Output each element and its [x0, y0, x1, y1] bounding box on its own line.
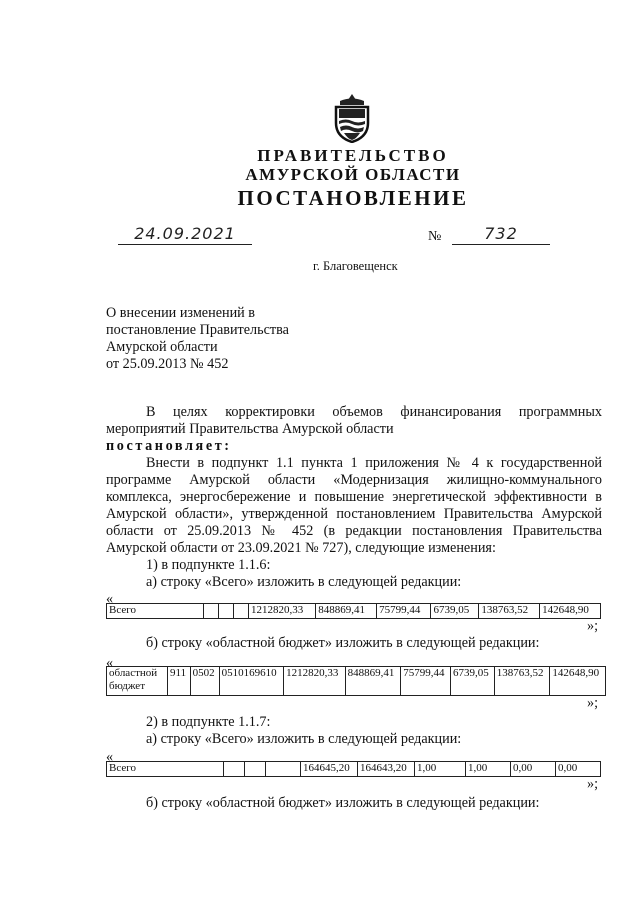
- table-total-116: [106, 603, 601, 619]
- subject-line: от 25.09.2013 № 452: [106, 356, 229, 372]
- item-2: 2) в подпункте 1.1.7:: [146, 714, 271, 730]
- table-cell: 848869,41: [345, 667, 401, 696]
- item-2b: б) строку «областной бюджет» изложить в следующей редакции:: [146, 795, 540, 811]
- table-cell: 1212820,33: [249, 604, 316, 619]
- table-cell: 75799,44: [401, 667, 451, 696]
- open-quote: «: [106, 591, 114, 607]
- table-cell: [204, 604, 219, 619]
- table-cell: 0502: [190, 667, 219, 696]
- open-quote: «: [106, 655, 114, 671]
- table-cell: [234, 604, 249, 619]
- table-cell: 75799,44: [377, 604, 431, 619]
- close-quote: »;: [587, 695, 599, 711]
- document-date: 24.09.2021: [118, 224, 252, 245]
- table-cell: 164643,20: [358, 762, 415, 777]
- document-type: ПОСТАНОВЛЕНИЕ: [237, 186, 469, 210]
- document-number: 732: [452, 224, 550, 245]
- table-cell: областной бюджет: [107, 667, 168, 696]
- table-cell: 0,00: [511, 762, 556, 777]
- table-cell: 6739,05: [450, 667, 494, 696]
- close-quote: »;: [587, 618, 599, 634]
- subject-line: Амурской области: [106, 339, 218, 355]
- table-row: [107, 667, 606, 696]
- table-cell: 142648,90: [550, 667, 606, 696]
- table-cell: [245, 762, 266, 777]
- coat-of-arms-emblem: [330, 93, 374, 143]
- paragraph-line: программе Амурской области «Модернизация жилищно-коммунального: [106, 472, 602, 488]
- number-label: №: [428, 229, 442, 244]
- table-cell: 142648,90: [540, 604, 601, 619]
- city: г. Благовещенск: [313, 259, 398, 273]
- table-cell: 138763,52: [494, 667, 550, 696]
- paragraph-line: области от 25.09.2013 № 452 (в редакции постановления Правительства: [106, 523, 602, 539]
- table-cell: Всего: [107, 762, 224, 777]
- table-cell: 1,00: [415, 762, 466, 777]
- org-title-line2: АМУРСКОЙ ОБЛАСТИ: [245, 165, 461, 184]
- org-title-line1: ПРАВИТЕЛЬСТВО: [257, 146, 449, 165]
- item-1b: б) строку «областной бюджет» изложить в следующей редакции:: [146, 635, 540, 651]
- table-cell: 1,00: [466, 762, 511, 777]
- table-cell: [266, 762, 301, 777]
- table-row: [107, 762, 601, 777]
- intro-line: мероприятий Правительства Амурской области: [106, 421, 394, 437]
- close-quote: »;: [587, 776, 599, 792]
- table-cell: 0510169610: [219, 667, 283, 696]
- table-cell: 911: [168, 667, 191, 696]
- table-cell: 6739,05: [431, 604, 479, 619]
- item-2a: а) строку «Всего» изложить в следующей редакции:: [146, 731, 462, 747]
- item-1: 1) в подпункте 1.1.6:: [146, 557, 271, 573]
- item-1a: а) строку «Всего» изложить в следующей редакции:: [146, 574, 462, 590]
- table-total-117: [106, 761, 601, 777]
- table-regional-budget-116: [106, 666, 606, 696]
- table-row: [107, 604, 601, 619]
- paragraph-line: Амурской области от 23.09.2021 № 727), следующие изменения:: [106, 540, 496, 556]
- table-cell: 138763,52: [479, 604, 540, 619]
- table-cell: [219, 604, 234, 619]
- table-cell: 1212820,33: [284, 667, 346, 696]
- subject-line: постановление Правительства: [106, 322, 289, 338]
- table-cell: Всего: [107, 604, 204, 619]
- subject-line: О внесении изменений в: [106, 305, 256, 321]
- resolves-word: постановляет:: [106, 438, 232, 454]
- table-cell: 0,00: [556, 762, 601, 777]
- table-cell: 848869,41: [316, 604, 377, 619]
- paragraph-line: комплекса, энергосбережение и повышение энергетической эффективности в: [106, 489, 602, 505]
- open-quote: «: [106, 749, 114, 765]
- paragraph-line: Внести в подпункт 1.1 пункта 1 приложения № 4 к государственной: [146, 455, 602, 471]
- table-cell: [224, 762, 245, 777]
- table-cell: 164645,20: [301, 762, 358, 777]
- paragraph-line: Амурской области», утвержденной постановлением Правительства Амурской: [106, 506, 602, 522]
- intro-line: В целях корректировки объемов финансирования программных: [146, 404, 602, 420]
